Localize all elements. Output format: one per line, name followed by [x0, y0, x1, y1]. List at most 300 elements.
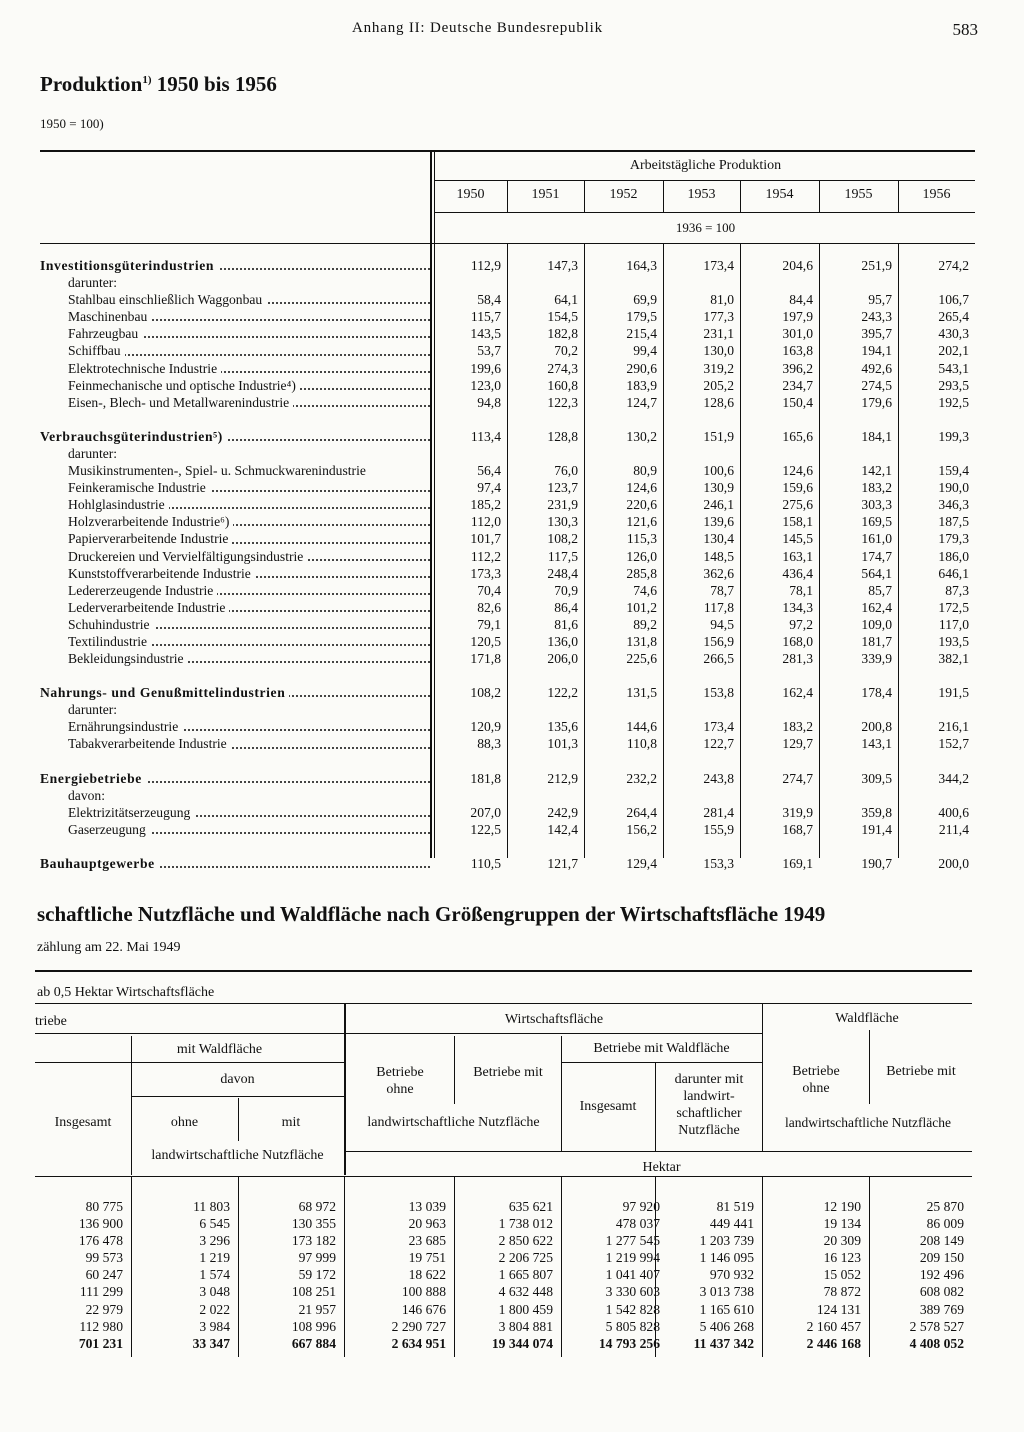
value-cell: 290,6 [626, 360, 657, 376]
value-cell: 173,3 [470, 565, 501, 581]
row-label-text: Elektrizitätserzeugung [68, 805, 194, 820]
table1-year-rule [434, 212, 975, 213]
row-label [40, 479, 430, 496]
table1-row [40, 548, 975, 565]
row-label [40, 513, 430, 530]
value-cell: 158,1 [782, 514, 813, 530]
value-cell: 108 251 [291, 1284, 336, 1300]
row-label [40, 804, 430, 821]
value-cell: 187,5 [938, 514, 969, 530]
row-label-text: Eisen-, Blech- und Metallwarenindustrie [68, 395, 293, 410]
value-cell [584, 445, 663, 462]
table1-row [40, 718, 975, 735]
row-label-text: Musikinstrumenten-, Spiel- u. Schmuckwarenindustrie [68, 463, 370, 478]
table2-rule-triebe [35, 1033, 344, 1034]
table1-spacer-row [40, 753, 975, 770]
value-cell [663, 701, 740, 718]
total-cell: 701 231 [78, 1335, 123, 1351]
value-cell: 159,6 [782, 480, 813, 496]
value-cell: 436,4 [782, 565, 813, 581]
value-cell: 1 574 [199, 1267, 230, 1283]
value-cell: 182,8 [547, 326, 578, 342]
table2-rule-davon [131, 1096, 344, 1097]
value-cell: 81 519 [716, 1199, 754, 1214]
value-cell: 86,4 [554, 599, 578, 615]
value-cell: 231,9 [547, 497, 578, 513]
value-cell [819, 274, 898, 291]
total-cell: 11 437 342 [693, 1335, 754, 1351]
value-cell: 129,7 [782, 736, 813, 752]
value-cell: 101,7 [470, 531, 501, 547]
value-cell: 275,6 [782, 497, 813, 513]
value-cell: 243,3 [861, 309, 892, 325]
table1-base-row: 1936 = 100 [675, 220, 736, 235]
value-cell: 2 578 527 [909, 1318, 964, 1334]
value-cell: 309,5 [861, 770, 892, 786]
value-cell: 344,2 [938, 770, 969, 786]
value-cell: 130,0 [703, 343, 734, 359]
value-cell: 112,0 [470, 514, 501, 530]
row-label-text: Textilindustrie [68, 634, 151, 649]
value-cell: 1 738 012 [498, 1216, 553, 1232]
value-cell: 87,3 [945, 582, 969, 598]
value-cell: 11 803 [193, 1199, 230, 1214]
value-cell [507, 445, 584, 462]
value-cell: 124,7 [626, 394, 657, 410]
value-cell: 143,5 [470, 326, 501, 342]
table1-title-footnote: 1) [142, 74, 152, 86]
value-cell: 248,4 [547, 565, 578, 581]
row-label-text: Elektrotechnische Industrie [68, 361, 221, 376]
table1-row [40, 633, 975, 650]
value-cell: 192 496 [919, 1267, 964, 1283]
value-cell: 171,8 [470, 651, 501, 667]
row-label [40, 582, 430, 599]
total-cell: 33 347 [192, 1335, 230, 1351]
total-cell: 667 884 [291, 1335, 336, 1351]
table1-row [40, 650, 975, 667]
table1-header-col-divider [898, 181, 899, 212]
table1-body [40, 257, 975, 872]
table1-row [40, 462, 975, 479]
table1-header-col-divider [663, 181, 664, 212]
value-cell: 117,5 [547, 548, 578, 564]
row-label-text: Lederverarbeitende Industrie [68, 600, 229, 615]
value-cell: 215,4 [626, 326, 657, 342]
value-cell: 160,8 [547, 377, 578, 393]
table2-head-wald-betriebe-ohne: Betriebe ohne [792, 1064, 840, 1096]
value-cell: 76,0 [554, 463, 578, 479]
value-cell: 128,6 [703, 394, 734, 410]
table1-spacer-row [40, 838, 975, 855]
value-cell: 129,4 [626, 855, 657, 871]
row-label-text: Papierverarbeitende Industrie [68, 531, 232, 546]
row-label-text: Hohlglasindustrie [68, 497, 169, 512]
row-label-text: darunter: [68, 446, 121, 461]
value-cell: 163,8 [782, 343, 813, 359]
value-cell: 123,0 [470, 377, 501, 393]
value-cell: 99 573 [85, 1250, 123, 1266]
value-cell: 69,9 [633, 292, 657, 308]
row-label-text: Gaserzeugung [68, 822, 150, 837]
value-cell: 4 632 448 [498, 1284, 553, 1300]
value-cell: 152,7 [938, 736, 969, 752]
table1-row [40, 582, 975, 599]
value-cell: 120,9 [470, 719, 501, 735]
table2-vline-wald-ohne-mit [869, 1030, 870, 1104]
value-cell: 179,3 [938, 531, 969, 547]
value-cell: 543,1 [938, 360, 969, 376]
value-cell: 135,6 [547, 719, 578, 735]
value-cell: 123,7 [547, 480, 578, 496]
value-cell [740, 445, 819, 462]
value-cell [663, 787, 740, 804]
value-cell: 101,2 [626, 599, 657, 615]
table1-row [40, 513, 975, 530]
row-label [40, 308, 430, 325]
value-cell: 183,9 [626, 377, 657, 393]
value-cell: 1 146 095 [699, 1250, 754, 1266]
value-cell: 53,7 [477, 343, 501, 359]
value-cell: 110,5 [470, 855, 501, 871]
table1-row [40, 445, 975, 462]
value-cell: 169,1 [782, 855, 813, 871]
value-cell: 168,7 [782, 821, 813, 837]
value-cell: 242,9 [547, 804, 578, 820]
table2-head-darunter: darunter mit landwirt-schaftlicher Nutzfläche [674, 1072, 744, 1138]
value-cell [507, 701, 584, 718]
value-cell: 142,4 [547, 821, 578, 837]
value-cell: 68 972 [298, 1199, 336, 1214]
row-label [40, 342, 430, 359]
table1-row [40, 377, 975, 394]
value-cell: 1 542 828 [605, 1301, 660, 1317]
value-cell: 478 037 [615, 1216, 660, 1232]
value-cell: 6 545 [199, 1216, 230, 1232]
value-cell: 1 219 [199, 1250, 230, 1266]
table1-row [40, 428, 975, 445]
value-cell: 183,2 [782, 719, 813, 735]
row-label [40, 360, 430, 377]
table1-header-col-divider [740, 181, 741, 212]
row-label [40, 530, 430, 547]
value-cell: 2 160 457 [806, 1318, 861, 1334]
value-cell: 89,2 [633, 616, 657, 632]
value-cell: 155,9 [703, 821, 734, 837]
value-cell: 126,0 [626, 548, 657, 564]
value-cell: 635 621 [508, 1199, 553, 1214]
table2-head-lw-nutzflaeche-left: landwirtschaftliche Nutzfläche [151, 1148, 324, 1163]
running-title: Anhang II: Deutsche Bundesrepublik [352, 20, 603, 36]
row-label [40, 684, 430, 701]
table1-title-main: Produktion [40, 72, 143, 96]
table2-caption: ab 0,5 Hektar Wirtschaftsfläche [37, 985, 215, 1000]
table1-row [40, 308, 975, 325]
value-cell: 281,4 [703, 804, 734, 820]
table1-year-header: 1954 [765, 187, 794, 202]
row-label [40, 855, 430, 872]
value-cell: 194,1 [861, 343, 892, 359]
value-cell: 191,4 [861, 821, 892, 837]
value-cell: 22 979 [85, 1301, 123, 1317]
value-cell: 179,5 [626, 309, 657, 325]
value-cell: 319,2 [703, 360, 734, 376]
value-cell: 173 182 [291, 1233, 336, 1249]
value-cell: 646,1 [938, 565, 969, 581]
value-cell: 111 299 [79, 1284, 123, 1300]
value-cell: 5 406 268 [699, 1318, 754, 1334]
table2-vline-wf-ohne-mit [454, 1036, 455, 1104]
value-cell: 211,4 [938, 821, 969, 837]
value-cell: 130,2 [626, 428, 657, 444]
table1-row [40, 496, 975, 513]
value-cell: 3 048 [199, 1284, 230, 1300]
table2-body [35, 1198, 972, 1352]
value-cell: 251,9 [861, 258, 892, 273]
value-cell: 70,9 [554, 582, 578, 598]
value-cell: 56,4 [477, 463, 501, 479]
value-cell: 112 980 [79, 1318, 123, 1334]
table2-head-triebe: triebe [35, 1014, 67, 1029]
value-cell: 70,4 [477, 582, 501, 598]
row-label [40, 394, 430, 411]
table2-head-wirtschaftsflaeche: Wirtschaftsfläche [504, 1012, 604, 1027]
table1-row [40, 360, 975, 377]
value-cell: 162,4 [782, 685, 813, 701]
row-label [40, 496, 430, 513]
table2-head-ohne: ohne [170, 1115, 199, 1130]
value-cell: 274,2 [938, 258, 969, 273]
value-cell: 202,1 [938, 343, 969, 359]
table2-row [35, 1283, 972, 1300]
row-label [40, 821, 430, 838]
value-cell: 86 009 [926, 1216, 964, 1232]
value-cell: 131,8 [626, 633, 657, 649]
value-cell: 106,7 [938, 292, 969, 308]
table1-row [40, 479, 975, 496]
table2-head-wald-betriebe-mit: Betriebe mit [886, 1064, 956, 1079]
table2-row [35, 1215, 972, 1232]
value-cell: 112,2 [470, 548, 501, 564]
value-cell: 264,4 [626, 804, 657, 820]
value-cell: 173,4 [703, 719, 734, 735]
value-cell: 144,6 [626, 719, 657, 735]
table2-rule-wf [346, 1033, 762, 1034]
value-cell [584, 274, 663, 291]
value-cell: 301,0 [782, 326, 813, 342]
value-cell: 161,0 [861, 531, 892, 547]
value-cell: 81,0 [710, 292, 734, 308]
value-cell: 2 206 725 [498, 1250, 553, 1266]
value-cell: 184,1 [861, 428, 892, 444]
value-cell: 212,9 [547, 770, 578, 786]
value-cell [898, 274, 975, 291]
value-cell: 3 296 [199, 1233, 230, 1249]
value-cell: 59 172 [298, 1267, 336, 1283]
value-cell [740, 701, 819, 718]
table2-head-hektar: Hektar [642, 1160, 681, 1175]
value-cell: 128,8 [547, 428, 578, 444]
value-cell [898, 445, 975, 462]
value-cell: 97,2 [789, 616, 813, 632]
table1-row [40, 684, 975, 701]
table2-head-betriebe-mit: Betriebe mit [473, 1065, 543, 1080]
table1-year-header: 1952 [609, 187, 638, 202]
value-cell: 225,6 [626, 651, 657, 667]
value-cell: 193,5 [938, 633, 969, 649]
row-label-text: darunter: [68, 275, 121, 290]
row-label [40, 701, 430, 718]
value-cell: 115,3 [626, 531, 657, 547]
table2-vline-wf-darunter [655, 1062, 656, 1151]
row-label-text: Schiffbau [68, 343, 125, 358]
table1-year-header: 1955 [844, 187, 873, 202]
table2-vline-left-group [344, 1003, 346, 1175]
value-cell: 20 963 [408, 1216, 446, 1232]
value-cell: 153,8 [703, 685, 734, 701]
value-cell: 162,4 [861, 599, 892, 615]
value-cell: 150,4 [782, 394, 813, 410]
value-cell: 199,6 [470, 360, 501, 376]
value-cell: 108,2 [470, 685, 501, 701]
value-cell: 274,7 [782, 770, 813, 786]
value-cell: 94,5 [710, 616, 734, 632]
table1-title-rest: 1950 bis 1956 [151, 72, 277, 96]
value-cell: 121,7 [547, 855, 578, 871]
table1-header-col-divider [584, 181, 585, 212]
value-cell: 80,9 [633, 463, 657, 479]
table1-year-header: 1951 [531, 187, 560, 202]
value-cell: 274,3 [547, 360, 578, 376]
value-cell: 3 804 881 [498, 1318, 553, 1334]
value-cell: 205,2 [703, 377, 734, 393]
table1-row [40, 342, 975, 359]
table2-head-waldflaeche: Waldfläche [835, 1011, 899, 1026]
row-label-text: darunter: [68, 702, 121, 717]
value-cell: 174,7 [861, 548, 892, 564]
row-label [40, 718, 430, 735]
value-cell: 163,1 [782, 548, 813, 564]
value-cell: 186,0 [938, 548, 969, 564]
value-cell: 220,6 [626, 497, 657, 513]
table1-row [40, 616, 975, 633]
value-cell: 2 022 [199, 1301, 230, 1317]
value-cell [434, 274, 507, 291]
value-cell: 395,7 [861, 326, 892, 342]
value-cell: 243,8 [703, 770, 734, 786]
value-cell: 97,4 [477, 480, 501, 496]
row-label [40, 650, 430, 667]
table1-title [40, 72, 277, 97]
value-cell: 110,8 [626, 736, 657, 752]
value-cell: 209 150 [919, 1250, 964, 1266]
value-cell: 151,9 [703, 428, 734, 444]
row-label [40, 633, 430, 650]
value-cell: 181,7 [861, 633, 892, 649]
table2-head-insgesamt-2: Insgesamt [579, 1099, 637, 1114]
table1-spacer-row [40, 667, 975, 684]
table2-head-mit: mit [281, 1115, 301, 1130]
value-cell: 18 622 [408, 1267, 446, 1283]
value-cell: 130,3 [547, 514, 578, 530]
value-cell: 153,3 [703, 855, 734, 871]
row-label [40, 274, 430, 291]
value-cell: 15 052 [823, 1267, 861, 1283]
value-cell: 1 203 739 [699, 1233, 754, 1249]
table1-spacer-row [40, 411, 975, 428]
table1-row [40, 274, 975, 291]
row-label [40, 428, 430, 445]
value-cell: 165,6 [782, 428, 813, 444]
value-cell: 232,2 [626, 770, 657, 786]
table1-year-header: 1956 [922, 187, 951, 202]
page-number: 583 [952, 20, 978, 39]
table1-row [40, 257, 975, 274]
table1-row [40, 787, 975, 804]
value-cell [819, 701, 898, 718]
value-cell: 199,3 [938, 428, 969, 444]
table1-header-col-divider [819, 181, 820, 212]
table1-row [40, 291, 975, 308]
value-cell: 156,9 [703, 633, 734, 649]
value-cell: 274,5 [861, 377, 892, 393]
value-cell: 204,6 [782, 258, 813, 273]
row-label-text: davon: [68, 788, 109, 803]
value-cell: 293,5 [938, 377, 969, 393]
table2-head-betriebe-mit-waldflaeche: Betriebe mit Waldfläche [593, 1041, 730, 1056]
value-cell: 970 932 [709, 1267, 754, 1283]
value-cell: 80 775 [85, 1199, 123, 1214]
value-cell: 179,6 [861, 394, 892, 410]
table2-header-bottom-rule [35, 1176, 972, 1177]
table1-row [40, 599, 975, 616]
row-label [40, 565, 430, 582]
table2-rule-hektar [346, 1151, 972, 1152]
value-cell: 234,7 [782, 377, 813, 393]
row-label-text: Energiebetriebe [40, 771, 146, 786]
value-cell: 608 082 [919, 1284, 964, 1300]
value-cell: 19 134 [823, 1216, 861, 1232]
value-cell: 246,1 [703, 497, 734, 513]
table2-head-betriebe-ohne: Betriebe ohne [376, 1065, 424, 1097]
table2-caption-rule [35, 1003, 972, 1004]
table1-row [40, 770, 975, 787]
value-cell: 181,8 [470, 770, 501, 786]
value-cell: 208 149 [919, 1233, 964, 1249]
value-cell: 430,3 [938, 326, 969, 342]
value-cell: 5 805 828 [605, 1318, 660, 1334]
value-cell: 84,4 [789, 292, 813, 308]
value-cell: 136 900 [78, 1216, 123, 1232]
table2-head-insgesamt: Insgesamt [54, 1115, 112, 1130]
value-cell: 190,0 [938, 480, 969, 496]
value-cell: 154,5 [547, 309, 578, 325]
value-cell: 3 984 [199, 1318, 230, 1334]
value-cell: 99,4 [633, 343, 657, 359]
table1-row [40, 394, 975, 411]
value-cell [584, 787, 663, 804]
value-cell: 78,7 [710, 582, 734, 598]
value-cell: 143,1 [861, 736, 892, 752]
value-cell: 122,3 [547, 394, 578, 410]
table1-row [40, 804, 975, 821]
row-label [40, 599, 430, 616]
value-cell: 23 685 [408, 1233, 446, 1249]
table1-row [40, 821, 975, 838]
value-cell: 19 751 [408, 1250, 446, 1266]
value-cell: 117,8 [703, 599, 734, 615]
value-cell [819, 787, 898, 804]
